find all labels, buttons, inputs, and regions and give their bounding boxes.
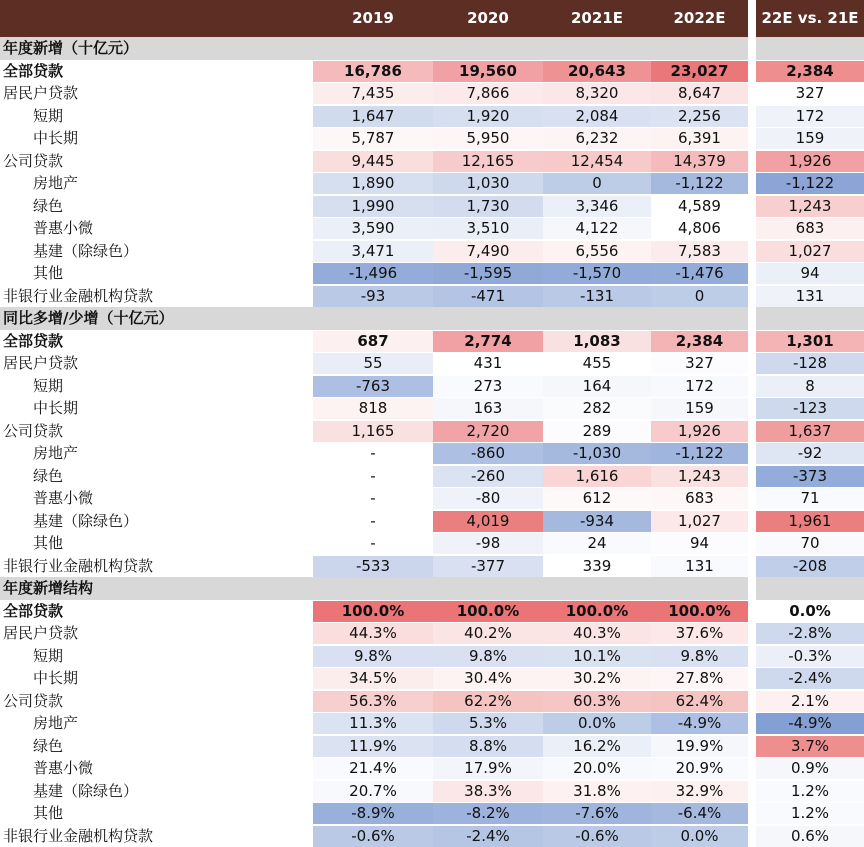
value-cell: -1,122 [651, 173, 748, 194]
compare-header [756, 0, 864, 37]
row-label: 绿色 [33, 735, 63, 758]
compare-cell: 2.1% [756, 691, 864, 712]
value-cell: 1,083 [543, 331, 651, 352]
value-cell: 100.0% [313, 601, 433, 622]
row-label: 其他 [33, 262, 63, 285]
value-cell: 159 [651, 398, 748, 419]
value-cell: 40.3% [543, 623, 651, 644]
row-label: 房地产 [33, 172, 78, 195]
table-row [0, 555, 864, 578]
table-row [0, 690, 864, 713]
value-cell: 27.8% [651, 668, 748, 689]
compare-cell: -1,122 [756, 173, 864, 194]
compare-cell: -2.4% [756, 668, 864, 689]
value-cell: 687 [313, 331, 433, 352]
value-cell: -1,496 [313, 263, 433, 284]
row-label: 公司贷款 [3, 150, 63, 173]
value-cell: 431 [433, 353, 543, 374]
compare-cell: -123 [756, 398, 864, 419]
row-label: 房地产 [33, 712, 78, 735]
value-cell: 163 [433, 398, 543, 419]
row-label: 绿色 [33, 195, 63, 218]
value-cell: -6.4% [651, 803, 748, 824]
table-row [0, 150, 864, 173]
row-label: 全部贷款 [3, 600, 63, 623]
value-cell: 11.9% [313, 736, 433, 757]
value-cell: 5,950 [433, 128, 543, 149]
row-label: 基建（除绿色） [33, 780, 138, 803]
column-header-2021e: 2021E [543, 0, 651, 37]
value-cell: 56.3% [313, 691, 433, 712]
table-header [0, 0, 748, 37]
value-cell: 6,556 [543, 241, 651, 262]
value-cell: 327 [651, 353, 748, 374]
value-cell: 12,165 [433, 151, 543, 172]
value-cell: 44.3% [313, 623, 433, 644]
value-cell: 1,920 [433, 106, 543, 127]
value-cell: 3,346 [543, 196, 651, 217]
compare-cell: 131 [756, 286, 864, 307]
value-cell: 2,256 [651, 106, 748, 127]
value-cell: 1,647 [313, 106, 433, 127]
value-cell: 34.5% [313, 668, 433, 689]
table-row [0, 667, 864, 690]
value-cell: 38.3% [433, 781, 543, 802]
value-cell: 20.0% [543, 758, 651, 779]
value-cell: 60.3% [543, 691, 651, 712]
value-cell: 7,583 [651, 241, 748, 262]
value-cell: - [313, 443, 433, 464]
value-cell: 30.4% [433, 668, 543, 689]
row-label: 公司贷款 [3, 420, 63, 443]
value-cell: 10.1% [543, 646, 651, 667]
compare-cell: 159 [756, 128, 864, 149]
table-row [0, 397, 864, 420]
value-cell: 20,643 [543, 61, 651, 82]
value-cell: 282 [543, 398, 651, 419]
value-cell: 1,890 [313, 173, 433, 194]
value-cell: 16.2% [543, 736, 651, 757]
compare-cell: 683 [756, 218, 864, 239]
value-cell: 4,122 [543, 218, 651, 239]
value-cell: 11.3% [313, 713, 433, 734]
value-cell: 17.9% [433, 758, 543, 779]
row-label: 中长期 [33, 667, 78, 690]
value-cell: 164 [543, 376, 651, 397]
value-cell: 4,019 [433, 511, 543, 532]
compare-cell: -92 [756, 443, 864, 464]
compare-cell: 0.0% [756, 601, 864, 622]
table-row [0, 352, 864, 375]
value-cell: 172 [651, 376, 748, 397]
section-header [0, 307, 864, 330]
compare-cell: 94 [756, 263, 864, 284]
row-label: 非银行业金融机构贷款 [3, 555, 153, 578]
section-title: 年度新增（十亿元） [3, 37, 138, 60]
value-cell: 31.8% [543, 781, 651, 802]
table-row [0, 780, 864, 803]
value-cell: -8.9% [313, 803, 433, 824]
value-cell: 6,232 [543, 128, 651, 149]
table-row [0, 285, 864, 308]
row-label: 居民户贷款 [3, 352, 78, 375]
value-cell: -1,595 [433, 263, 543, 284]
value-cell: 0 [543, 173, 651, 194]
column-header-2019: 2019 [313, 0, 433, 37]
value-cell: 455 [543, 353, 651, 374]
value-cell: 6,391 [651, 128, 748, 149]
compare-cell: 1,027 [756, 241, 864, 262]
value-cell: 7,490 [433, 241, 543, 262]
compare-cell: 172 [756, 106, 864, 127]
value-cell: 2,384 [651, 331, 748, 352]
value-cell: 55 [313, 353, 433, 374]
compare-cell: 1.2% [756, 781, 864, 802]
value-cell: -2.4% [433, 826, 543, 847]
table-row [0, 217, 864, 240]
table-row [0, 240, 864, 263]
row-label: 绿色 [33, 465, 63, 488]
value-cell: 19,560 [433, 61, 543, 82]
table-row [0, 735, 864, 758]
row-label: 基建（除绿色） [33, 510, 138, 533]
value-cell: 8.8% [433, 736, 543, 757]
section-band-compare [756, 307, 864, 330]
value-cell: 818 [313, 398, 433, 419]
row-label: 非银行业金融机构贷款 [3, 285, 153, 308]
value-cell: 0.0% [543, 713, 651, 734]
column-divider [749, 0, 755, 846]
value-cell: 30.2% [543, 668, 651, 689]
section-header [0, 37, 864, 60]
value-cell: - [313, 533, 433, 554]
row-label: 普惠小微 [33, 217, 93, 240]
row-label: 全部贷款 [3, 330, 63, 353]
value-cell: 9.8% [651, 646, 748, 667]
value-cell: 0 [651, 286, 748, 307]
table-row [0, 60, 864, 83]
value-cell: 20.7% [313, 781, 433, 802]
value-cell: 7,866 [433, 83, 543, 104]
value-cell: -80 [433, 488, 543, 509]
table-row [0, 465, 864, 488]
value-cell: 0.0% [651, 826, 748, 847]
column-header-compare: 22E vs. 21E [756, 0, 864, 37]
value-cell: 131 [651, 556, 748, 577]
value-cell: 7,435 [313, 83, 433, 104]
compare-cell: 1.2% [756, 803, 864, 824]
value-cell: 5,787 [313, 128, 433, 149]
value-cell: -934 [543, 511, 651, 532]
value-cell: -1,476 [651, 263, 748, 284]
value-cell: -1,030 [543, 443, 651, 464]
value-cell: -0.6% [543, 826, 651, 847]
value-cell: -98 [433, 533, 543, 554]
value-cell: 289 [543, 421, 651, 442]
compare-cell: 1,637 [756, 421, 864, 442]
table-row [0, 127, 864, 150]
compare-cell: -128 [756, 353, 864, 374]
table-row [0, 802, 864, 825]
table-row [0, 195, 864, 218]
section-band-compare [756, 37, 864, 60]
row-label: 居民户贷款 [3, 82, 78, 105]
value-cell: 21.4% [313, 758, 433, 779]
value-cell: 1,165 [313, 421, 433, 442]
table-row [0, 510, 864, 533]
value-cell: 4,806 [651, 218, 748, 239]
value-cell: 9.8% [313, 646, 433, 667]
value-cell: 273 [433, 376, 543, 397]
compare-cell: 327 [756, 83, 864, 104]
value-cell: -4.9% [651, 713, 748, 734]
value-cell: 100.0% [543, 601, 651, 622]
value-cell: 3,590 [313, 218, 433, 239]
compare-cell: 70 [756, 533, 864, 554]
value-cell: 23,027 [651, 61, 748, 82]
compare-cell: 8 [756, 376, 864, 397]
compare-cell: 1,926 [756, 151, 864, 172]
value-cell: 4,589 [651, 196, 748, 217]
value-cell: 1,990 [313, 196, 433, 217]
row-label: 短期 [33, 105, 63, 128]
table-row [0, 105, 864, 128]
row-label: 短期 [33, 645, 63, 668]
value-cell: 1,027 [651, 511, 748, 532]
value-cell: 1,926 [651, 421, 748, 442]
value-cell: -0.6% [313, 826, 433, 847]
table-row [0, 487, 864, 510]
value-cell: 40.2% [433, 623, 543, 644]
value-cell: -860 [433, 443, 543, 464]
compare-cell: 1,243 [756, 196, 864, 217]
compare-cell: 71 [756, 488, 864, 509]
value-cell: 1,243 [651, 466, 748, 487]
row-label: 短期 [33, 375, 63, 398]
value-cell: 100.0% [433, 601, 543, 622]
value-cell: 16,786 [313, 61, 433, 82]
value-cell: 8,647 [651, 83, 748, 104]
column-header-2020: 2020 [433, 0, 543, 37]
value-cell: 14,379 [651, 151, 748, 172]
table-row [0, 172, 864, 195]
value-cell: 2,774 [433, 331, 543, 352]
compare-cell: -4.9% [756, 713, 864, 734]
value-cell: 19.9% [651, 736, 748, 757]
value-cell: 94 [651, 533, 748, 554]
row-label: 房地产 [33, 442, 78, 465]
row-label: 其他 [33, 802, 63, 825]
value-cell: 2,720 [433, 421, 543, 442]
value-cell: 5.3% [433, 713, 543, 734]
table-row [0, 622, 864, 645]
compare-cell: 1,301 [756, 331, 864, 352]
value-cell: -7.6% [543, 803, 651, 824]
value-cell: 3,510 [433, 218, 543, 239]
value-cell: -377 [433, 556, 543, 577]
value-cell: 24 [543, 533, 651, 554]
value-cell: -131 [543, 286, 651, 307]
value-cell: 612 [543, 488, 651, 509]
row-label: 普惠小微 [33, 487, 93, 510]
value-cell: -8.2% [433, 803, 543, 824]
section-band [0, 577, 748, 600]
value-cell: 1,616 [543, 466, 651, 487]
table-row [0, 757, 864, 780]
compare-cell: -373 [756, 466, 864, 487]
table-row [0, 442, 864, 465]
value-cell: 37.6% [651, 623, 748, 644]
compare-cell: 1,961 [756, 511, 864, 532]
value-cell: -93 [313, 286, 433, 307]
row-label: 公司贷款 [3, 690, 63, 713]
value-cell: 12,454 [543, 151, 651, 172]
value-cell: 339 [543, 556, 651, 577]
row-label: 非银行业金融机构贷款 [3, 825, 153, 847]
table-row [0, 600, 864, 623]
table-row [0, 330, 864, 353]
value-cell: 32.9% [651, 781, 748, 802]
value-cell: -533 [313, 556, 433, 577]
section-band-compare [756, 577, 864, 600]
row-label: 其他 [33, 532, 63, 555]
value-cell: 2,084 [543, 106, 651, 127]
value-cell: 683 [651, 488, 748, 509]
compare-cell: -0.3% [756, 646, 864, 667]
value-cell: - [313, 466, 433, 487]
table-row [0, 375, 864, 398]
value-cell: 3,471 [313, 241, 433, 262]
row-label: 全部贷款 [3, 60, 63, 83]
value-cell: -1,122 [651, 443, 748, 464]
compare-cell: 0.9% [756, 758, 864, 779]
column-header-2022e: 2022E [651, 0, 748, 37]
compare-cell: -208 [756, 556, 864, 577]
value-cell: -763 [313, 376, 433, 397]
compare-cell: 2,384 [756, 61, 864, 82]
row-label: 中长期 [33, 397, 78, 420]
value-cell: 8,320 [543, 83, 651, 104]
value-cell: 1,030 [433, 173, 543, 194]
row-label: 普惠小微 [33, 757, 93, 780]
value-cell: 62.4% [651, 691, 748, 712]
value-cell: 9.8% [433, 646, 543, 667]
row-label: 中长期 [33, 127, 78, 150]
section-title: 年度新增结构 [3, 577, 93, 600]
value-cell: - [313, 488, 433, 509]
table-row [0, 262, 864, 285]
value-cell: 62.2% [433, 691, 543, 712]
value-cell: -260 [433, 466, 543, 487]
table-row [0, 712, 864, 735]
value-cell: 100.0% [651, 601, 748, 622]
compare-cell: -2.8% [756, 623, 864, 644]
section-header [0, 577, 864, 600]
row-label: 居民户贷款 [3, 622, 78, 645]
value-cell: 20.9% [651, 758, 748, 779]
value-cell: - [313, 511, 433, 532]
table-row [0, 825, 864, 847]
section-title: 同比多增/少增（十亿元） [3, 307, 173, 330]
value-cell: -471 [433, 286, 543, 307]
compare-cell: 3.7% [756, 736, 864, 757]
table-row [0, 82, 864, 105]
row-label: 基建（除绿色） [33, 240, 138, 263]
table-row [0, 420, 864, 443]
value-cell: 1,730 [433, 196, 543, 217]
table-row [0, 532, 864, 555]
compare-cell: 0.6% [756, 826, 864, 847]
table-row [0, 645, 864, 668]
value-cell: -1,570 [543, 263, 651, 284]
value-cell: 9,445 [313, 151, 433, 172]
